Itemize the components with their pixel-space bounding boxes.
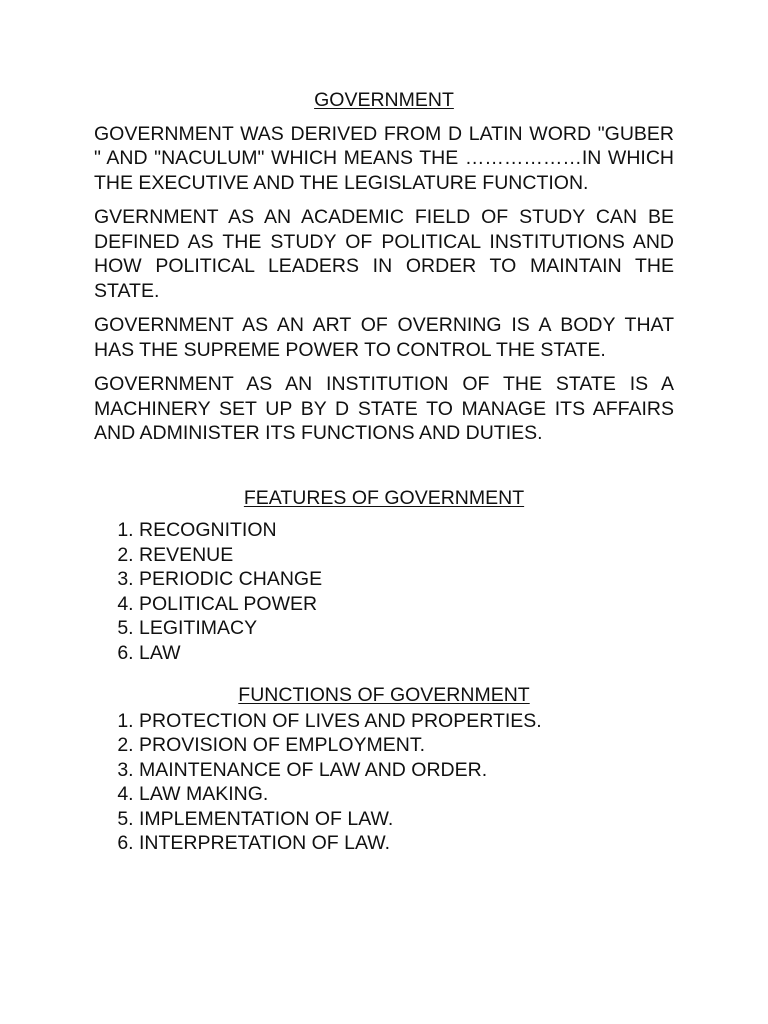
list-item: 1. PROTECTION OF LIVES AND PROPERTIES.	[139, 709, 674, 734]
features-list	[94, 518, 674, 665]
paragraph-academic-field: GVERNMENT AS AN ACADEMIC FIELD OF STUDY CAN BE DEFINED AS THE STUDY OF POLITICAL INSTITUTIONS AND HOW POLITICAL LEADERS IN ORDER TO MAINTAIN THE STATE.	[94, 206, 674, 302]
paragraph-institution: GOVERNMENT AS AN INSTITUTION OF THE STATE IS A MACHINERY SET UP BY D STATE TO MANAGE ITS AFFAIRS AND ADMINISTER ITS FUNCTIONS AND DUTIES.	[94, 373, 674, 444]
list-item: 5. LEGITIMACY	[139, 616, 674, 641]
document-page	[94, 88, 674, 856]
list-item: 4. POLITICAL POWER	[139, 592, 674, 617]
list-item: 3. PERIODIC CHANGE	[139, 567, 674, 592]
list-item: 3. MAINTENANCE OF LAW AND ORDER.	[139, 758, 674, 783]
paragraph-definition: GOVERNMENT WAS DERIVED FROM D LATIN WORD "GUBER " AND "NACULUM" WHICH MEANS THE ………………IN WHICH THE EXECUTIVE AND THE LEGISLATURE FUNCTION.	[94, 122, 674, 194]
document-title: GOVERNMENT	[314, 89, 454, 111]
functions-heading: FUNCTIONS OF GOVERNMENT	[238, 684, 530, 706]
paragraph-art-of-governing: GOVERNMENT AS AN ART OF OVERNING IS A BODY THAT HAS THE SUPREME POWER TO CONTROL THE STATE.	[94, 314, 674, 361]
functions-list	[94, 709, 674, 856]
list-item: 6. INTERPRETATION OF LAW.	[139, 831, 674, 856]
list-item: 4. LAW MAKING.	[139, 782, 674, 807]
list-item: 6. LAW	[139, 641, 674, 666]
list-item: 1. RECOGNITION	[139, 518, 674, 543]
features-heading: FEATURES OF GOVERNMENT	[243, 486, 525, 509]
list-item: 2. PROVISION OF EMPLOYMENT.	[139, 733, 674, 758]
list-item: 5. IMPLEMENTATION OF LAW.	[139, 807, 674, 832]
list-item: 2. REVENUE	[139, 543, 674, 568]
